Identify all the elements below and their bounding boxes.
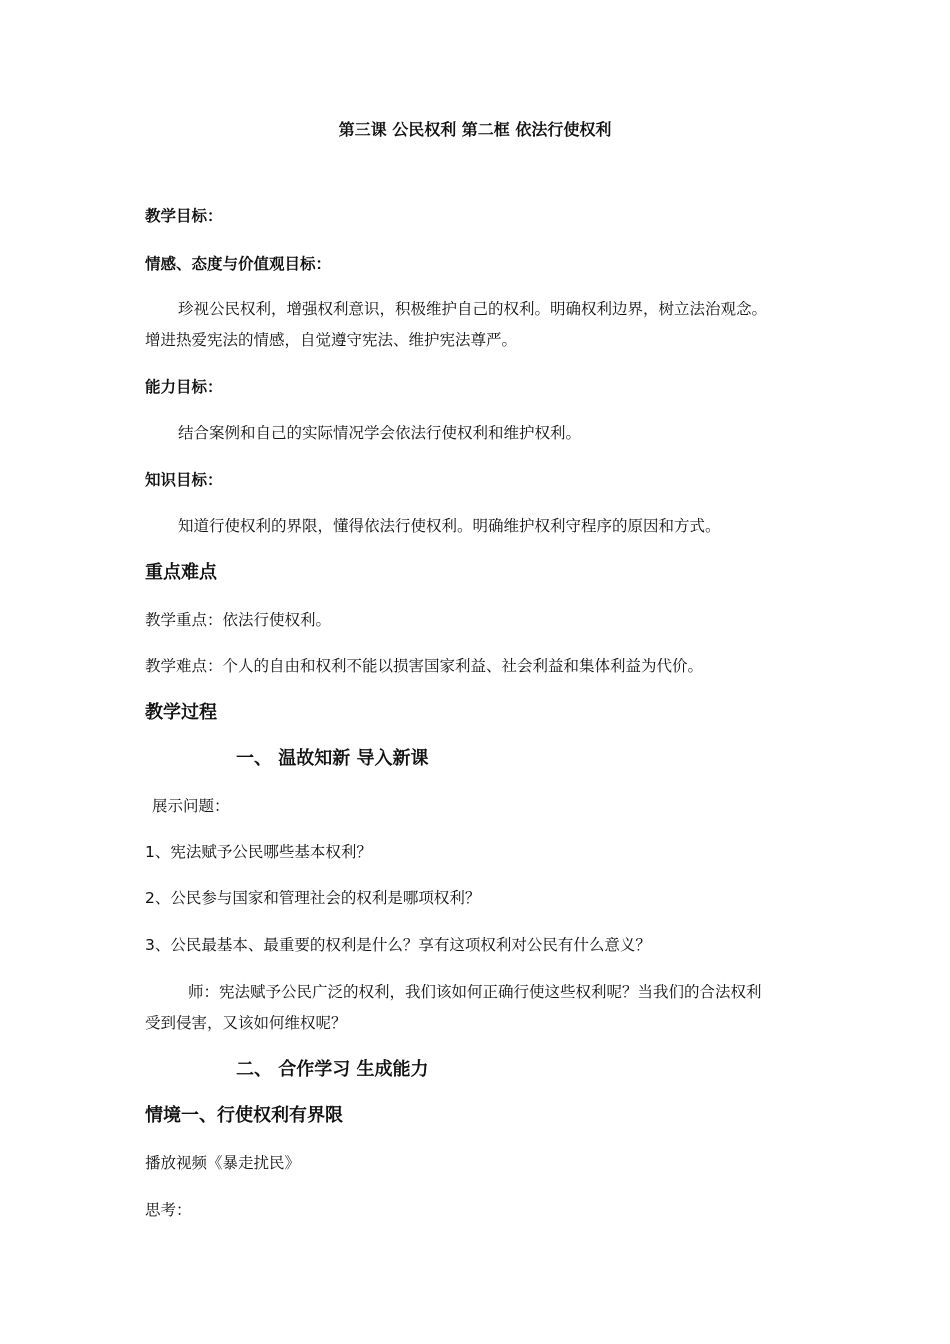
question-2: 2、公民参与国家和管理社会的权利是哪项权利？ bbox=[145, 889, 481, 907]
section-one-heading: 一、 温故知新 导入新课 bbox=[236, 748, 429, 769]
objectives-heading: 教学目标： bbox=[145, 207, 223, 225]
scenario-one-heading: 情境一、行使权利有界限 bbox=[145, 1105, 343, 1126]
ability-objective-text: 结合案例和自己的实际情况学会依法行使权利和维护权利。 bbox=[178, 424, 582, 442]
ability-objective-heading: 能力目标： bbox=[145, 378, 223, 396]
teacher-remark-line1: 师：宪法赋予公民广泛的权利，我们该如何正确行使这些权利呢？当我们的合法权利 bbox=[188, 983, 762, 1001]
document-title: 第三课 公民权利 第二框 依法行使权利 bbox=[338, 120, 612, 139]
section-two-heading: 二、 合作学习 生成能力 bbox=[236, 1059, 429, 1080]
emotion-objective-heading: 情感、态度与价值观目标： bbox=[145, 255, 332, 273]
knowledge-objective-heading: 知识目标： bbox=[145, 471, 223, 489]
question-1: 1、宪法赋予公民哪些基本权利？ bbox=[145, 843, 372, 861]
question-3: 3、公民最基本、最重要的权利是什么？享有这项权利对公民有什么意义？ bbox=[145, 936, 651, 954]
emotion-objective-text-line1: 珍视公民权利，增强权利意识，积极维护自己的权利。明确权利边界，树立法治观念。 bbox=[178, 300, 768, 318]
teaching-process-heading: 教学过程 bbox=[145, 702, 217, 723]
emotion-objective-text-line2: 增进热爱宪法的情感，自觉遵守宪法、维护宪法尊严。 bbox=[145, 331, 518, 349]
show-questions-label: 展示问题： bbox=[152, 797, 230, 815]
key-point-text: 教学重点：依法行使权利。 bbox=[145, 611, 332, 629]
think-label: 思考： bbox=[145, 1201, 192, 1219]
teacher-remark-line2: 受到侵害，又该如何维权呢？ bbox=[145, 1014, 347, 1032]
video-text: 播放视频《暴走扰民》 bbox=[145, 1154, 301, 1172]
difficult-point-text: 教学难点：个人的自由和权利不能以损害国家利益、社会利益和集体利益为代价。 bbox=[145, 657, 704, 675]
knowledge-objective-text: 知道行使权利的界限，懂得依法行使权利。明确维护权利守程序的原因和方式。 bbox=[178, 517, 721, 535]
key-difficult-heading: 重点难点 bbox=[145, 562, 217, 583]
